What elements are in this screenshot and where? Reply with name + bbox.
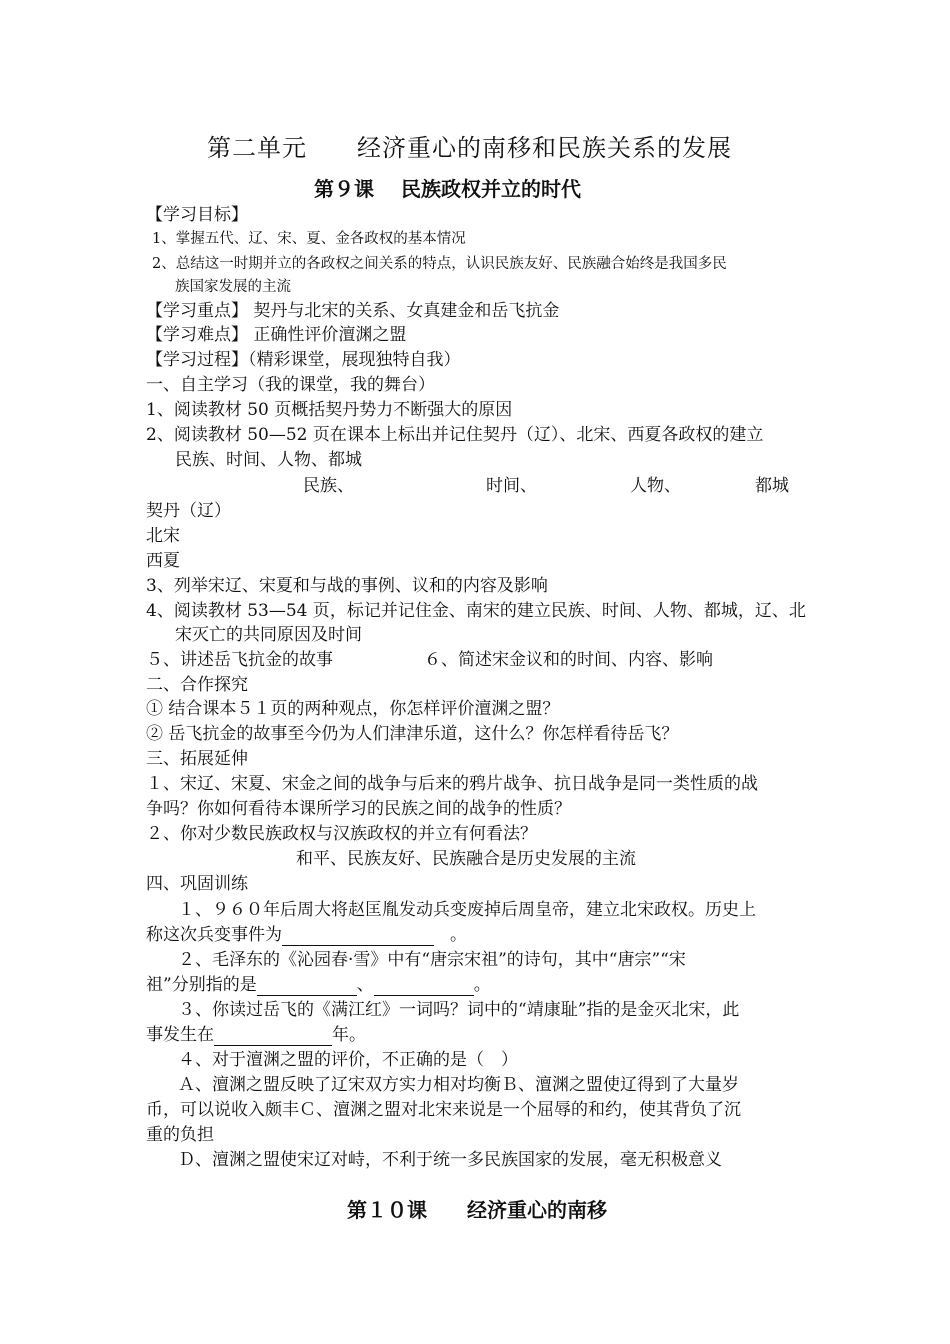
exercise-4: ４、对于澶渊之盟的评价，不正确的是（ ） [178,1050,518,1070]
table-header-time: 时间、 [486,476,537,496]
exercise-4-option-d: Ｄ、澶渊之盟使宋辽对峙，不利于统一多民族国家的发展，毫无积极意义 [178,1150,722,1170]
exercise-2b-text: 祖”分别指的是 [146,975,257,995]
exercise-3b-text: 事发生在 [146,1025,214,1045]
extension-1a: １、宋辽、宋夏、宋金之间的战争与后来的鸦片战争、抗日战争是同一类性质的战 [146,774,758,794]
exercise-2a: ２、毛泽东的《沁园春·雪》中有“唐宗宋祖”的诗句，其中“唐宗”“宋 [178,950,686,970]
exercise-3a: ３、你读过岳飞的《满江红》一词吗？词中的“靖康耻”指的是金灭北宋，此 [178,1000,740,1020]
table-row-northern-song: 北宋 [146,526,180,546]
coop-question-2: ② 岳飞抗金的故事至今仍为人们津津乐道，这什么？你怎样看待岳飞？ [146,724,679,744]
exercise-2b-separator: 、 [356,975,374,995]
extension-1b: 争吗？你如何看待本课所学习的民族之间的战争的性质？ [146,799,571,819]
difficulties: 【学习难点】 正确性评价澶渊之盟 [146,325,407,345]
objective-2a: 2、总结这一时期并立的各政权之间关系的特点，认识民族友好、民族融合始终是我国多民 [152,256,727,272]
answer-blank-1[interactable] [282,927,434,946]
section-3-heading: 三、拓展延伸 [146,749,248,769]
section-2-heading: 二、合作探究 [146,675,248,695]
table-header-ethnicity: 民族、 [303,476,354,496]
extension-answer: 和平、民族友好、民族融合是历史发展的主流 [296,849,636,869]
answer-blank-2b[interactable] [374,977,474,996]
lesson10-title: 第１０课 经济重心的南移 [347,1198,607,1222]
unit-title: 第二单元 经济重心的南移和民族关系的发展 [207,134,732,162]
table-header-capital: 都城 [755,476,789,496]
exercise-4-options-bc: 币，可以说收入颇丰Ｃ、澶渊之盟对北宋来说是一个屈辱的和约，使其背负了沉 [146,1100,741,1120]
question-4b: 宋灭亡的共同原因及时间 [175,625,362,645]
question-6: ６、简述宋金议和的时间、内容、影响 [424,650,713,670]
table-row-liao: 契丹（辽） [146,501,231,521]
question-1: 1、阅读教材 50 页概括契丹势力不断强大的原因 [146,400,513,420]
question-5: ５、讲述岳飞抗金的故事 [146,650,333,670]
question-2b: 民族、时间、人物、都城 [175,450,362,470]
objectives-header: 【学习目标】 [146,205,248,225]
exercise-1b-end: 。 [450,925,467,945]
table-row-western-xia: 西夏 [146,551,180,571]
table-header-person: 人物、 [630,476,681,496]
exercise-4-options-c2: 重的负担 [146,1125,214,1145]
question-4a: 4、阅读教材 53—54 页，标记并记住金、南宋的建立民族、时间、人物、都城，辽、北 [146,601,806,621]
exercise-2b-end: 。 [473,975,491,995]
answer-blank-3[interactable] [214,1027,332,1046]
learning-process: 【学习过程】（精彩课堂，展现独特自我） [146,350,461,370]
section-1-heading: 一、自主学习（我的课堂，我的舞台） [146,375,435,395]
exercise-4-options-ab: Ａ、澶渊之盟反映了辽宋双方实力相对均衡Ｂ、澶渊之盟使辽得到了大量岁 [178,1075,739,1095]
exercise-2b [146,974,491,996]
exercise-3b-end: 年。 [332,1025,366,1045]
exercise-1a: １、９６０年后周大将赵匡胤发动兵变废掉后周皇帝，建立北宋政权。历史上 [178,900,756,920]
exercise-1b [146,924,467,946]
objective-2b: 族国家发展的主流 [175,279,291,295]
exercise-1b-text: 称这次兵变事件为 [146,925,282,945]
question-3: 3、列举宋辽、宋夏和与战的事例、议和的内容及影响 [146,576,548,596]
extension-2: ２、你对少数民族政权与汉族政权的并立有何看法？ [146,824,537,844]
objective-1: 1、掌握五代、辽、宋、夏、金各政权的基本情况 [152,231,466,247]
answer-blank-2a[interactable] [257,977,357,996]
lesson9-title: 第９课 民族政权并立的时代 [314,177,581,201]
coop-question-1: ① 结合课本５１页的两种观点，你怎样评价澶渊之盟？ [146,699,560,719]
exercise-3b [146,1024,366,1046]
section-4-heading: 四、巩固训练 [146,874,248,894]
question-2a: 2、阅读教材 50—52 页在课本上标出并记住契丹（辽）、北宋、西夏各政权的建立 [146,425,764,445]
key-points: 【学习重点】 契丹与北宋的关系、女真建金和岳飞抗金 [146,301,560,321]
